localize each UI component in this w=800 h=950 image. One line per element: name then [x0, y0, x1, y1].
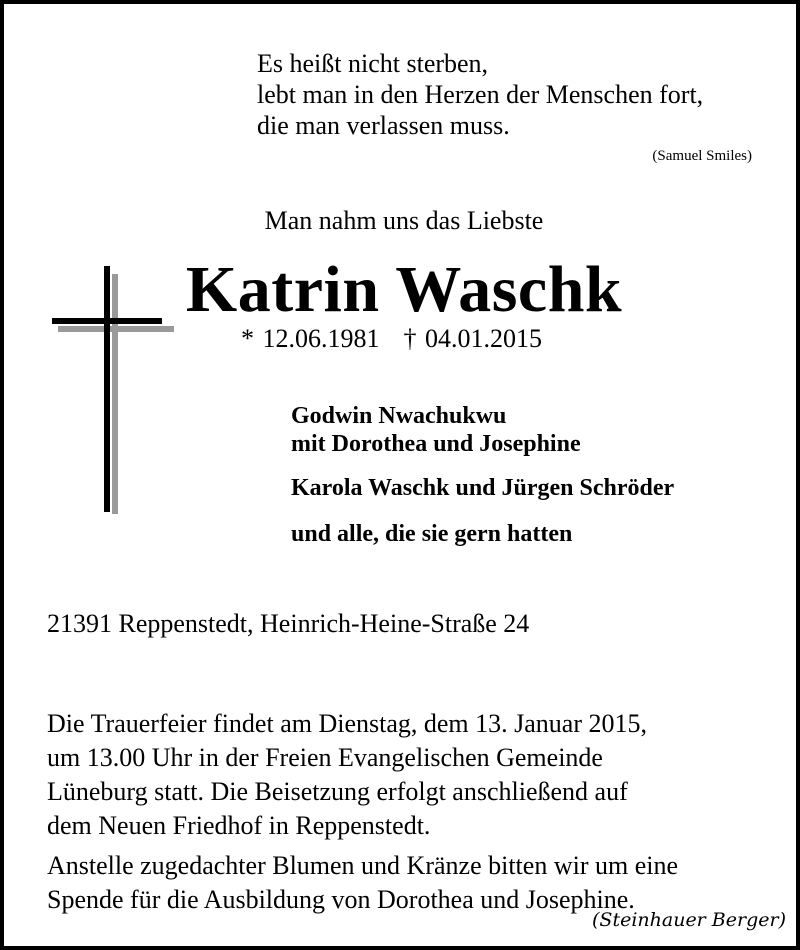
funeral-line: Lüneburg statt. Die Beisetzung erfolgt anschließend auf: [47, 777, 628, 806]
quote-line: Es heißt nicht sterben,: [257, 49, 489, 78]
quote-line: die man verlassen muss.: [257, 111, 510, 140]
life-dates: [241, 324, 542, 354]
mourner-group-2: Karola Waschk und Jürgen Schröder: [291, 475, 675, 501]
donation-line: Anstelle zugedachter Blumen und Kränze bitten wir um eine: [47, 851, 679, 880]
donation-line: Spende für die Ausbildung von Dorothea und Josephine.: [47, 885, 635, 914]
funeral-line: um 13.00 Uhr in der Freien Evangelischen Gemeinde: [47, 743, 603, 772]
quote: [257, 48, 703, 141]
mourner-line: mit Dorothea und Josephine: [291, 431, 581, 457]
mourner-line: Godwin Nwachukwu: [291, 403, 507, 429]
funeral-line: Die Trauerfeier findet am Dienstag, dem 13. Januar 2015,: [47, 709, 648, 738]
stonemason-signature: (Steinhauer Berger): [592, 909, 786, 931]
mourner-group-1: [291, 402, 581, 458]
mourner-group-3: und alle, die sie gern hatten: [291, 521, 573, 547]
donation-request: [47, 849, 678, 917]
deceased-name: Katrin Waschk: [185, 253, 623, 326]
funeral-line: dem Neuen Friedhof in Reppenstedt.: [47, 811, 431, 840]
birth-date: * 12.06.1981: [241, 324, 380, 353]
death-date: † 04.01.2015: [403, 324, 542, 353]
intro-line: Man nahm uns das Liebste: [264, 206, 544, 235]
funeral-info: [47, 707, 647, 843]
quote-line: lebt man in den Herzen der Menschen fort,: [257, 80, 704, 109]
address: 21391 Reppenstedt, Heinrich-Heine-Straße 24: [47, 609, 530, 638]
quote-author: (Samuel Smiles): [652, 148, 752, 164]
